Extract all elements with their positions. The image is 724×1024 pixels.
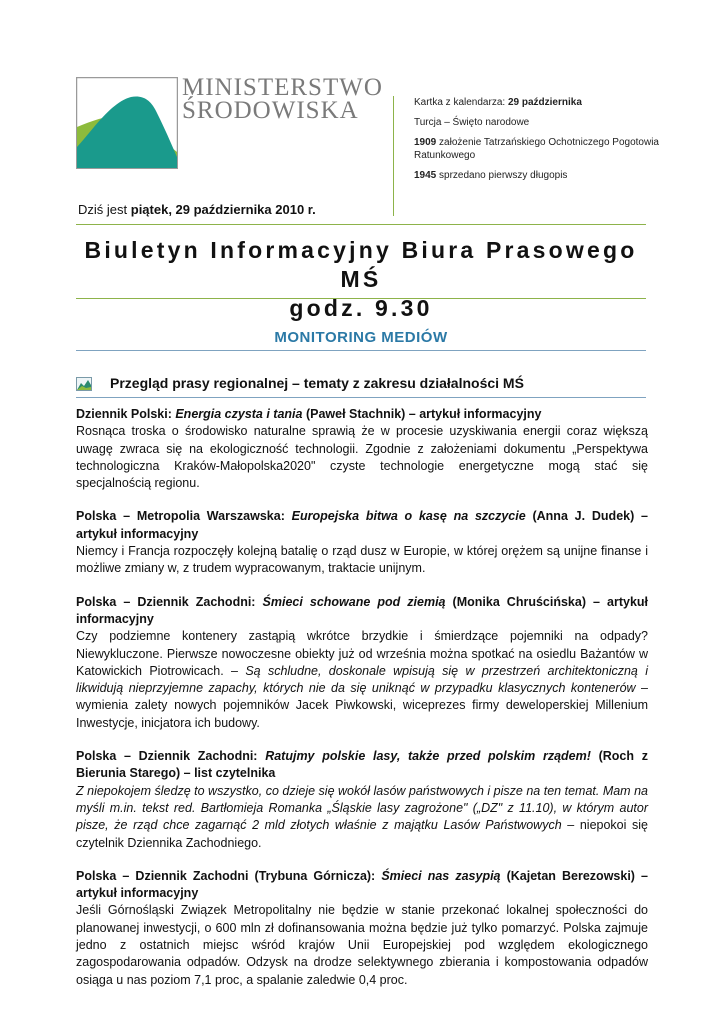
logo-line-2: ŚRODOWISKA xyxy=(182,97,359,124)
divider xyxy=(76,224,646,225)
chart-icon xyxy=(76,377,92,391)
review-header: Przegląd prasy regionalnej – tematy z zakresu działalności MŚ xyxy=(110,375,524,391)
article-heading xyxy=(76,748,648,783)
article-text: Rosnąca troska o środowisko naturalne sprawią że w procesie uzyskiwania energii coraz większą uwagę zwraca się na ekologiczność technologii. Zgodnie z założeniami dokumentu „Perspektywa technologiczna Kraków-Małopolska2020" czyste technologie energetyczne mogą stać się specjalnością regionu. xyxy=(76,424,648,491)
article xyxy=(76,406,648,492)
article-heading xyxy=(76,508,648,543)
section-title: MONITORING MEDIÓW xyxy=(274,329,448,346)
articles-list xyxy=(76,406,648,1005)
article-text: Z niepokojem śledzę to wszystko, co dzieje się wokół lasów państwowych i pisze na ten temat. Mam na myśli m.in. tekst red. Bartłomieja Romanka „Śląskie lasy zagrożone" („DZ" z 11.10), w którym autor pisze, że rząd chce zagarnąć 2 mld złotych właśnie z majątku Lasów Państwowych xyxy=(76,783,648,833)
article-text: Są schludne, doskonale wpisują się w przestrzeń architektoniczną i likwidują nieprzyjemne zapachy, których nie da się uniknąć w przypadku klasycznych kontenerów xyxy=(76,663,648,696)
today-date: Dziś jest piątek, 29 października 2010 r. xyxy=(78,202,316,217)
calendar-entry: Turcja – Święto narodowe xyxy=(414,117,530,128)
article-text: Niemcy i Francja rozpoczęły kolejną batalię o rząd dusz w Europie, w której orężem są unijne finanse i możliwe zmiany w, z trudem wypracowanym, traktacie unijnym. xyxy=(76,544,648,576)
divider xyxy=(76,397,646,398)
article-meta: (Paweł Stachnik) – artykuł informacyjny xyxy=(305,407,542,421)
article-source: Polska – Dziennik Zachodni: xyxy=(76,594,256,609)
article-meta: (Anna J. Dudek) – artykuł informacyjny xyxy=(76,509,648,541)
article-text: – wymienia zalety nowych pojemników Jacek Piwkowski, wiceprezes firmy deweloperskiej Millenium Inwestycje, inicjatora ich budowy. xyxy=(76,681,648,730)
article-text: – niepokoi się czytelnik Dziennika Zachodniego. xyxy=(76,818,648,850)
ministry-logo-icon xyxy=(76,77,178,169)
article-body xyxy=(76,543,648,578)
page-title xyxy=(76,236,646,323)
title-line-2: godz. 9.30 xyxy=(289,295,433,321)
article-meta: (Kajetan Berezowski) – artykuł informacyjny xyxy=(76,868,648,901)
article-body xyxy=(76,423,648,492)
article-body xyxy=(76,783,648,852)
article-source: Polska – Dziennik Zachodni: xyxy=(76,749,258,764)
article xyxy=(76,594,648,732)
article xyxy=(76,868,648,989)
article-source: Polska – Dziennik Zachodni (Trybuna Górnicza): xyxy=(76,868,376,883)
article-meta: (Monika Chruścińska) – artykuł informacyjny xyxy=(76,594,649,626)
article-text: Jeśli Górnośląski Związek Metropolitalny nie będzie w stanie przekonać lokalnej społeczności do planowanej inwestycji, o 600 mln zł dofinansowania można będzie już tylko pomarzyć. Polska zajmuje jedno z ostatnich miejsc wśród krajów Unii Europejskiej pod względem ekologicznego zagospodarowania odpadów. Odzysk na drodze selektywnego zbierania i kompostowania odpadów osiąga u nas poziom 7,1 proc, a spalanie zaledwie 0,4 proc. xyxy=(76,903,648,987)
logo-wordmark xyxy=(182,76,383,122)
article xyxy=(76,508,648,577)
article-title: Śmieci schowane pod ziemią xyxy=(262,594,446,609)
article-title: Energia czysta i tania xyxy=(175,407,303,421)
article-source: Polska – Metropolia Warszawska: xyxy=(76,509,285,524)
article-title: Śmieci nas zasypią xyxy=(381,868,501,883)
calendar-entry: 1909 założenie Tatrzańskiego Ochotniczego Pogotowia Ratunkowego xyxy=(414,137,659,161)
article-body xyxy=(76,628,648,732)
calendar-box xyxy=(393,96,673,216)
article-title: Ratujmy polskie lasy, także przed polskim rządem! xyxy=(265,749,591,764)
divider xyxy=(76,350,646,351)
logo-line-1: MINISTERSTWO xyxy=(182,74,383,101)
article-text: Czy podziemne kontenery zastąpią wkrótce brzydkie i śmierdzące pojemniki na odpady? Niewykluczone. Pierwsze nowoczesne obiekty już od września można spotkać na osiedlu Bażantów w Katowickich Piotrowicach. – xyxy=(76,629,648,678)
article xyxy=(76,748,648,852)
title-line-1: Biuletyn Informacyjny Biura Prasowego MŚ xyxy=(84,237,638,292)
article-title: Europejska bitwa o kasę na szczycie xyxy=(291,509,526,524)
article-meta: (Roch z Bierunia Starego) – list czytelnika xyxy=(76,749,648,781)
article-heading xyxy=(76,406,648,423)
article-heading xyxy=(76,594,648,629)
calendar-heading: Kartka z kalendarza: 29 października xyxy=(414,97,582,108)
article-source: Dziennik Polski: xyxy=(76,407,172,421)
article-heading xyxy=(76,868,648,903)
divider xyxy=(76,298,646,299)
calendar-entry: 1945 sprzedano pierwszy długopis xyxy=(414,170,568,181)
article-body xyxy=(76,902,648,988)
